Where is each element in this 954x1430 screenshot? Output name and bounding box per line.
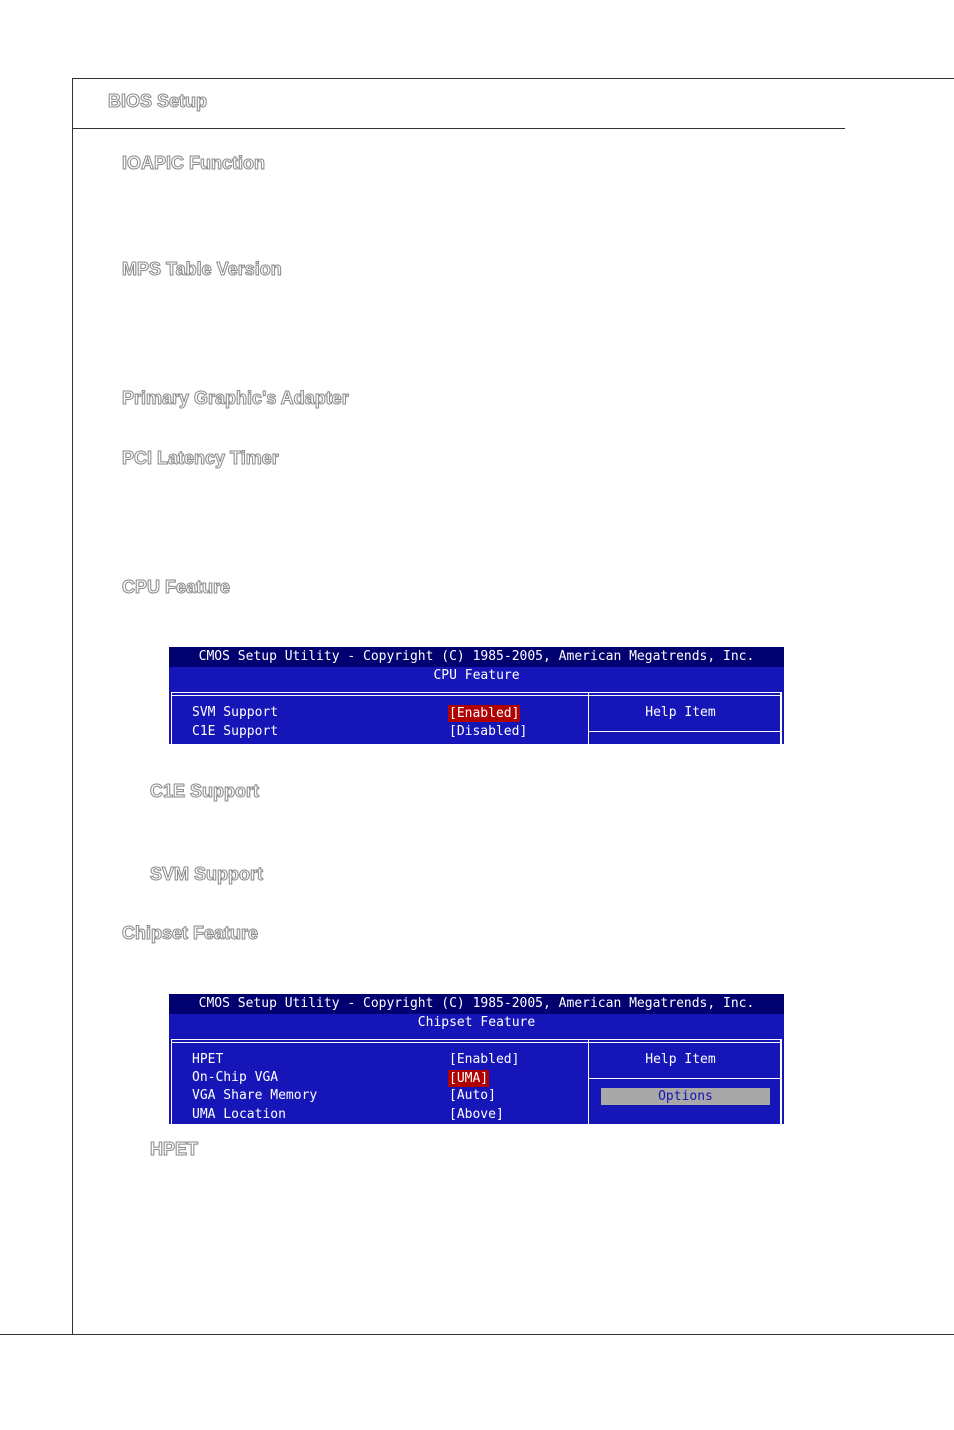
- bios-title-bar: CMOS Setup Utility - Copyright (C) 1985-2005, American Megatrends, Inc.: [169, 647, 784, 667]
- bios-item-hpet[interactable]: HPET: [192, 1052, 224, 1067]
- bios-help-rule: [588, 1078, 780, 1079]
- bios-help-title: Help Item: [645, 1052, 716, 1067]
- heading-ioapic-function: IOAPIC Function: [122, 153, 265, 173]
- bios-help-border: [780, 692, 781, 744]
- bios-subtitle: Chipset Feature: [417, 1015, 536, 1030]
- bios-item-c1e-support[interactable]: C1E Support: [192, 724, 279, 739]
- page-frame-left: [72, 78, 73, 1335]
- bios-value-svm-support[interactable]: [Enabled]: [449, 706, 520, 721]
- bios-item-svm-support[interactable]: SVM Support: [192, 705, 279, 720]
- bios-subtitle: CPU Feature: [433, 668, 520, 683]
- heading-chipset-feature: Chipset Feature: [122, 923, 259, 943]
- heading-primary-graphics-adapter: Primary Graphic's Adapter: [122, 388, 349, 408]
- bios-border-left: [171, 692, 172, 744]
- bios-divider: [171, 1042, 782, 1043]
- bios-help-title: Help Item: [645, 705, 716, 720]
- bios-help-rule: [588, 731, 780, 732]
- heading-mps-table-version: MPS Table Version: [122, 259, 282, 279]
- heading-cpu-feature: CPU Feature: [122, 577, 231, 597]
- bios-value-c1e-support[interactable]: [Disabled]: [449, 724, 528, 739]
- cpu-feature-bios-screen: [169, 647, 784, 744]
- bios-item-on-chip-vga[interactable]: On-Chip VGA: [192, 1070, 279, 1085]
- bios-border-right: [781, 1039, 782, 1124]
- bios-item-vga-share-memory[interactable]: VGA Share Memory: [192, 1088, 318, 1103]
- bios-divider: [171, 695, 782, 696]
- bios-item-uma-location[interactable]: UMA Location: [192, 1107, 286, 1122]
- page-frame-bottom: [0, 1334, 954, 1335]
- heading-pci-latency-timer: PCI Latency Timer: [122, 448, 279, 468]
- bios-border-right: [781, 692, 782, 744]
- bios-value-hpet[interactable]: [Enabled]: [449, 1052, 520, 1067]
- bios-divider: [171, 692, 782, 693]
- bios-value-uma-location[interactable]: [Above]: [449, 1107, 504, 1122]
- chipset-feature-bios-screen: [169, 994, 784, 1124]
- bios-value-vga-share-memory[interactable]: [Auto]: [449, 1088, 496, 1103]
- bios-help-options: Options: [601, 1088, 770, 1105]
- bios-value-on-chip-vga[interactable]: [UMA]: [449, 1071, 489, 1086]
- page-header-title: BIOS Setup: [108, 91, 208, 111]
- bios-title-bar: CMOS Setup Utility - Copyright (C) 1985-2005, American Megatrends, Inc.: [169, 994, 784, 1014]
- heading-svm-support: SVM Support: [150, 864, 263, 884]
- bios-divider: [171, 1039, 782, 1040]
- heading-c1e-support: C1E Support: [150, 781, 260, 801]
- page-frame-top: [72, 78, 954, 79]
- heading-hpet: HPET: [150, 1139, 199, 1159]
- bios-border-left: [171, 1039, 172, 1124]
- bios-help-border: [780, 1039, 781, 1124]
- header-divider: [72, 128, 845, 129]
